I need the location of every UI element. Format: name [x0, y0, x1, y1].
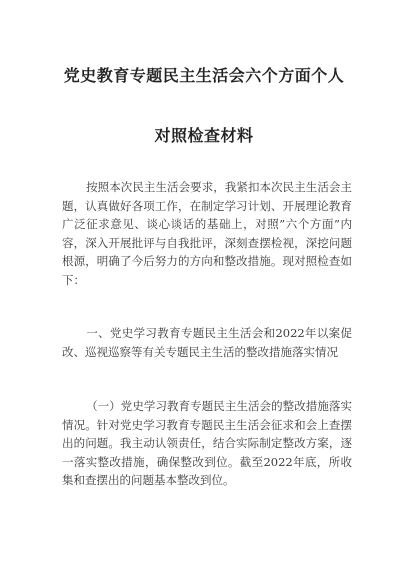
document-title-line-2: 对照检查材料 [154, 126, 254, 145]
document-title-line-1: 党史教育专题民主生活会六个方面个人 [63, 66, 345, 85]
paragraph-text: 按照本次民主生活会要求，我紧扣本次民主生活会主题，认真做好各项工作，在制定学习计划、开展理论教育广泛征求意见、谈心谈话的基础上，对照”六个方面”内容，深入开展批评与自我批评，深刻查摆检视，深挖问题根源，明确了今后努力的方向和整改措施。现对照检查如下： [62, 180, 352, 287]
paragraph-subsection-1 [62, 397, 352, 490]
paragraph-text: 一、党史学习教育专题民主生活会和2022年以案促改、巡视巡察等有关专题民主生活的整改措施落实情况 [62, 326, 352, 359]
paragraph-text: （一）党史学习教育专题民主生活会的整改措施落实情况。针对党史学习教育专题民主生活会征求和会上查摆出的问题。我主动认领责任，结合实际制定整改方案，逐一落实整改措施，确保整改到位。截至2022年底，所收集和查摆出的问题基本整改到位。 [62, 399, 352, 488]
section-heading-1 [62, 324, 352, 361]
paragraph-intro [62, 178, 352, 290]
